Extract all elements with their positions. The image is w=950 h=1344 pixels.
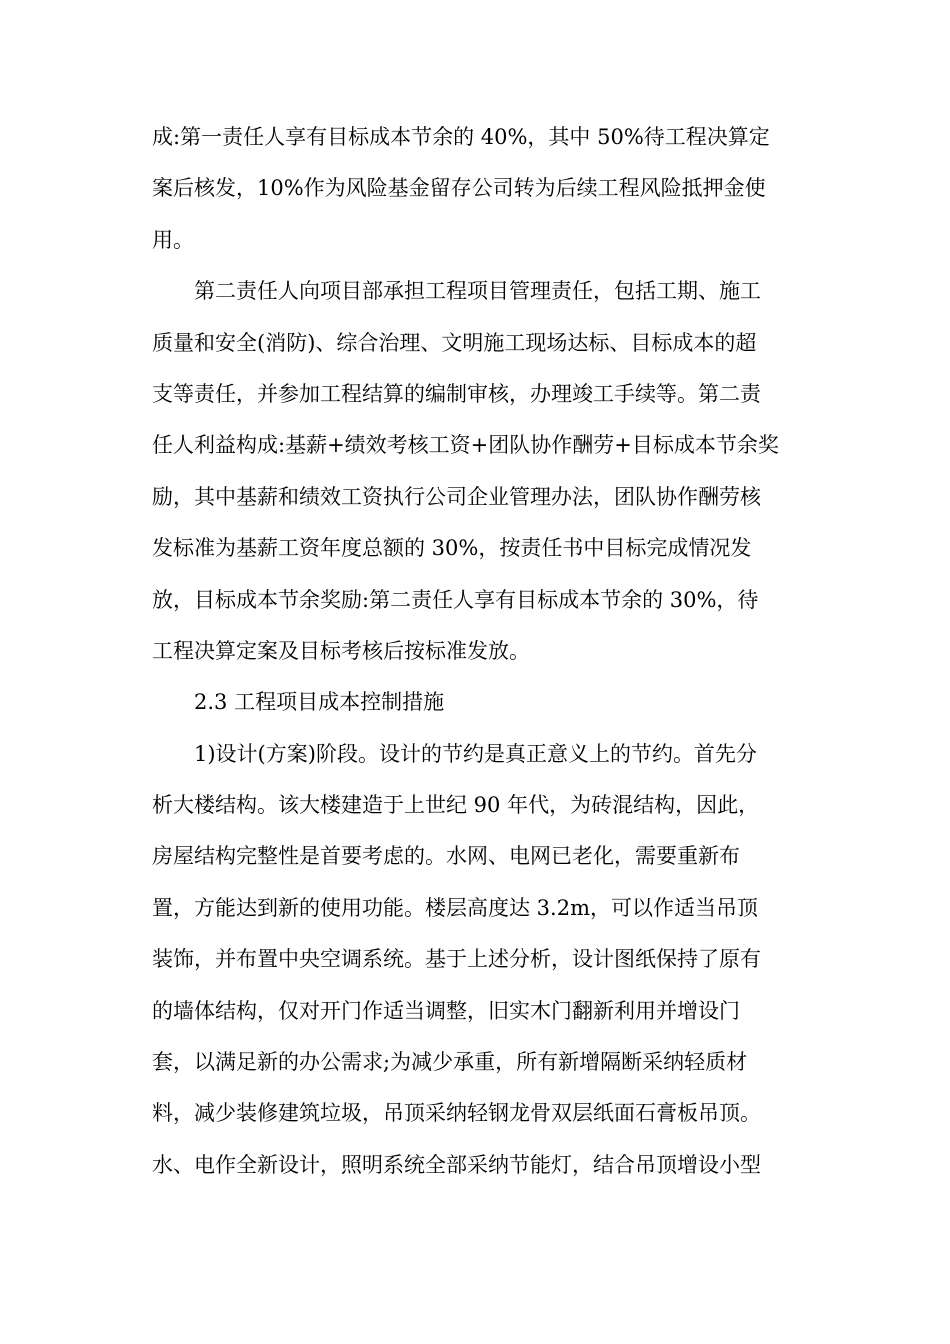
text-line: 励，其中基薪和绩效工资执行公司企业管理办法，团队协作酬劳核 <box>152 484 761 509</box>
section-heading: 2.3 工程项目成本控制措施 <box>194 690 445 715</box>
text-line: 质量和安全(消防)、综合治理、文明施工现场达标、目标成本的超 <box>152 330 757 355</box>
text-line: 的墙体结构，仅对开门作适当调整，旧实木门翻新利用并增设门 <box>152 998 740 1023</box>
text-line: 成:第一责任人享有目标成本节余的 40%，其中 50%待工程决算定 <box>152 125 770 149</box>
text-line: 任人利益构成:基薪+绩效考核工资+团队协作酬劳+目标成本节余奖 <box>152 433 779 458</box>
text-line: 析大楼结构。该大楼建造于上世纪 90 年代，为砖混结构，因此， <box>152 793 760 818</box>
text-line: 置，方能达到新的使用功能。楼层高度达 3.2m，可以作适当吊顶 <box>152 895 758 920</box>
text-line: 套，以满足新的办公需求;为减少承重，所有新增隔断采纳轻质材 <box>152 1050 748 1075</box>
paragraph-start-line: 第二责任人向项目部承担工程项目管理责任，包括工期、施工 <box>194 279 761 304</box>
text-line: 放，目标成本节余奖励:第二责任人享有目标成本节余的 30%，待 <box>152 587 759 612</box>
text-line: 发标准为基薪工资年度总额的 30%，按责任书中目标完成情况发 <box>152 536 752 561</box>
text-line: 工程决算定案及目标考核后按标准发放。 <box>152 638 530 663</box>
text-line: 用。 <box>152 227 194 252</box>
document-body <box>152 112 812 1191</box>
text-line: 支等责任，并参加工程结算的编制审核，办理竣工手续等。第二责 <box>152 381 761 406</box>
text-line: 水、电作全新设计，照明系统全部采纳节能灯，结合吊顶增设小型 <box>152 1152 761 1177</box>
paragraph-start-line: 1)设计(方案)阶段。设计的节约是真正意义上的节约。首先分 <box>194 741 757 766</box>
text-line: 装饰，并布置中央空调系统。基于上述分析，设计图纸保持了原有 <box>152 947 761 972</box>
text-line: 房屋结构完整性是首要考虑的。水网、电网已老化，需要重新布 <box>152 844 740 869</box>
text-line: 案后核发，10%作为风险基金留存公司转为后续工程风险抵押金使 <box>152 176 766 201</box>
text-line: 料，减少装修建筑垃圾，吊顶采纳轻钢龙骨双层纸面石膏板吊顶。 <box>152 1101 761 1126</box>
